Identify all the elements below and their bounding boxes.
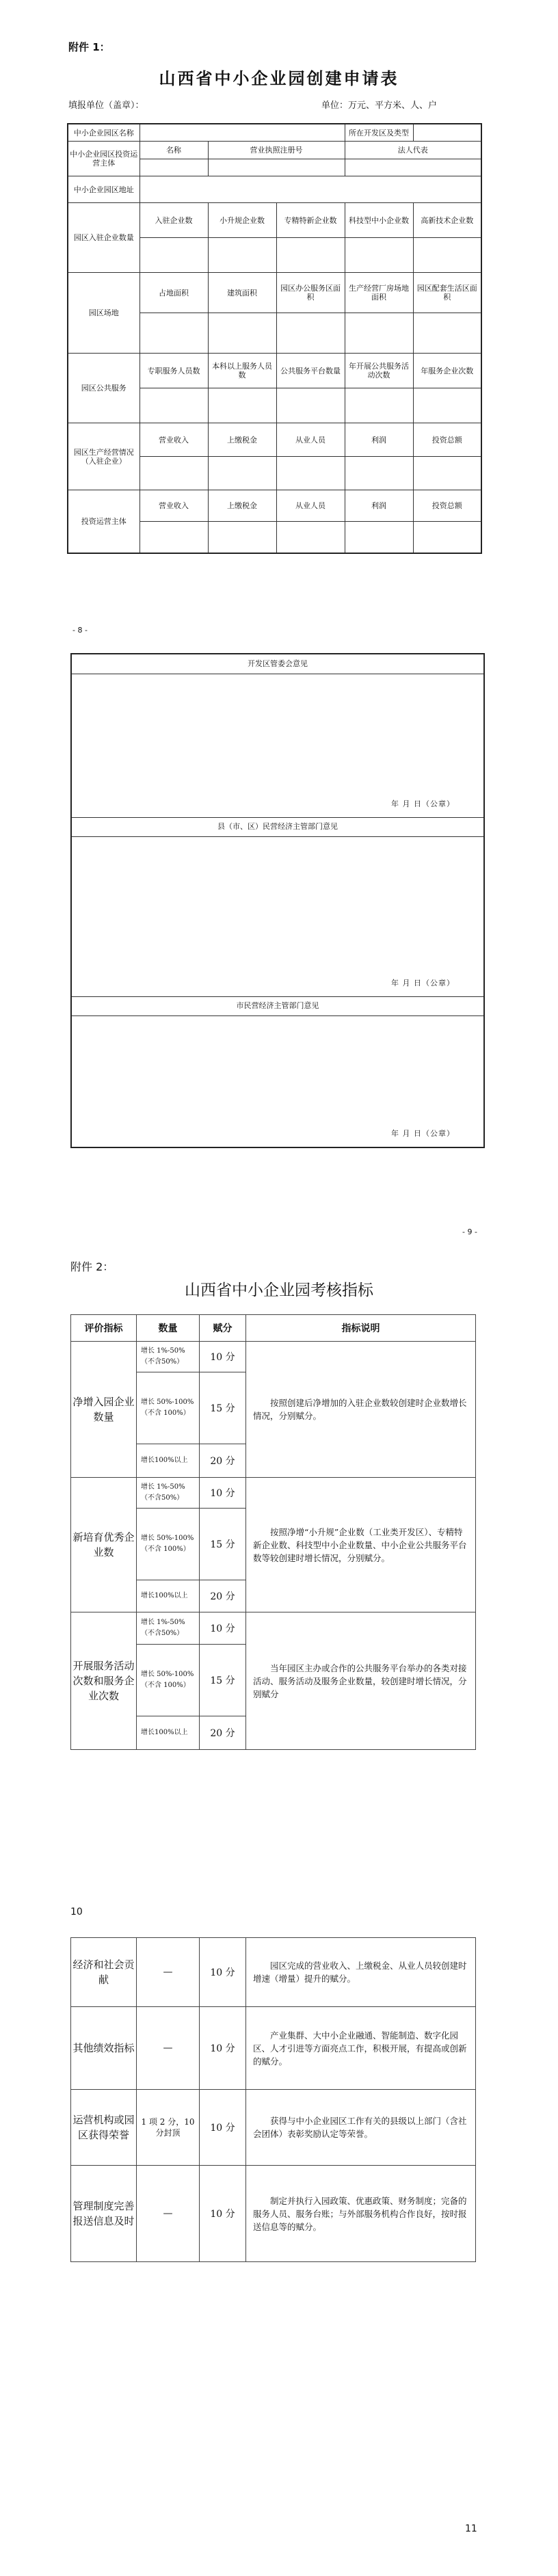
enterprise-col: 专精特新企业数 <box>276 203 345 238</box>
score-cell: 10 分 <box>200 1478 246 1509</box>
quantity-cell: 增长100%以上 <box>137 1716 200 1750</box>
fill-unit-label: 填报单位（盖章）： <box>68 101 144 111</box>
indicator-cell: 净增入园企业数量 <box>71 1342 137 1478</box>
quantity-cell: 增长 1%-50%（不含50%） <box>137 1612 200 1645</box>
investor-operation-col: 利润 <box>345 490 413 522</box>
header-indicator: 评价指标 <box>71 1315 137 1342</box>
investor-operation-input[interactable] <box>345 522 413 554</box>
application-form-title: 山西省中小企业园创建申请表 <box>159 68 399 88</box>
quantity-cell: 增长 1%-50%（不含50%） <box>137 1342 200 1372</box>
quantity-cell: 增长100%以上 <box>137 1444 200 1478</box>
score-cell: 20 分 <box>200 1444 246 1478</box>
indicator-cell: 管理制度完善报送信息及时 <box>71 2166 137 2262</box>
service-input[interactable] <box>345 388 413 423</box>
opinion-section-city <box>72 996 483 1147</box>
header-quantity: 数量 <box>137 1315 200 1342</box>
description-cell: 园区完成的营业收入、上缴税金、从业人员较创建时增速（增量）提升的赋分。 <box>246 1938 476 2007</box>
site-input[interactable] <box>208 313 276 354</box>
investor-operation-label: 投资运营主体 <box>68 490 140 554</box>
operation-col: 投资总额 <box>413 423 481 457</box>
application-table <box>67 123 482 554</box>
park-address-input[interactable] <box>140 176 481 203</box>
evaluation-title: 山西省中小企业园考核指标 <box>185 1282 373 1299</box>
investor-operation-input[interactable] <box>276 522 345 554</box>
opinion-table <box>70 653 485 1148</box>
description-cell: 获得与中小企业园区工作有关的县级以上部门（含社会团体）表彰奖励认定等荣誉。 <box>246 2090 476 2166</box>
service-input[interactable] <box>276 388 345 423</box>
score-cell: 15 分 <box>200 1509 246 1580</box>
service-input[interactable] <box>140 388 208 423</box>
score-cell: 20 分 <box>200 1580 246 1612</box>
enterprise-input[interactable] <box>345 238 413 273</box>
investor-col-license: 营业执照注册号 <box>208 142 345 159</box>
opinion-date-seal: 年 月 日（公章） <box>391 799 455 808</box>
description-cell: 当年园区主办或合作的公共服务平台举办的各类对接活动、服务活动及服务企业数量，较创建时增长情况，分别赋分 <box>246 1612 476 1750</box>
site-input[interactable] <box>413 313 481 354</box>
operation-input[interactable] <box>208 457 276 490</box>
service-col: 专职服务人员数 <box>140 354 208 388</box>
quantity-cell: — <box>137 2166 200 2262</box>
opinion-date-seal: 年 月 日（公章） <box>391 979 455 987</box>
investor-operation-col: 从业人员 <box>276 490 345 522</box>
quantity-cell: 增长 50%-100%（不含 100%） <box>137 1645 200 1716</box>
enterprise-input[interactable] <box>413 238 481 273</box>
investor-col-legal-rep: 法人代表 <box>345 142 481 159</box>
service-col: 年开展公共服务活动次数 <box>345 354 413 388</box>
indicator-cell: 经济和社会贡献 <box>71 1938 137 2007</box>
site-col: 建筑面积 <box>208 273 276 313</box>
indicator-cell: 其他绩效指标 <box>71 2007 137 2090</box>
description-cell: 按照净增“小升规”企业数（工业类开发区）、专精特新企业数、科技型中小企业数量、中小企业公共服务平台数等较创建时增长情况，分别赋分。 <box>246 1478 476 1612</box>
enterprise-count-label: 园区入驻企业数量 <box>68 203 140 273</box>
operation-col: 上缴税金 <box>208 423 276 457</box>
investor-col-name: 名称 <box>140 142 208 159</box>
score-cell: 15 分 <box>200 1645 246 1716</box>
park-name-label: 中小企业园区名称 <box>68 124 140 142</box>
opinion-heading: 县（市、区）民营经济主管部门意见 <box>72 817 483 837</box>
operation-input[interactable] <box>345 457 413 490</box>
service-input[interactable] <box>208 388 276 423</box>
public-service-label: 园区公共服务 <box>68 354 140 423</box>
investor-operation-input[interactable] <box>208 522 276 554</box>
score-cell: 10 分 <box>200 1612 246 1645</box>
attachment-2-label: 附件 2： <box>70 1260 114 1273</box>
opinion-heading: 市民营经济主管部门意见 <box>72 996 483 1016</box>
investor-name-input[interactable] <box>140 159 208 176</box>
enterprise-input[interactable] <box>276 238 345 273</box>
description-cell: 产业集群、大中小企业融通、智能制造、数字化园区、人才引进等方面亮点工作，积极开展，有提高或创新的赋分。 <box>246 2007 476 2090</box>
operation-input[interactable] <box>140 457 208 490</box>
investor-operation-col: 投资总额 <box>413 490 481 522</box>
quantity-cell: 增长 1%-50%（不含50%） <box>137 1478 200 1509</box>
indicator-cell: 新培育优秀企业数 <box>71 1478 137 1612</box>
enterprise-col: 入驻企业数 <box>140 203 208 238</box>
site-input[interactable] <box>276 313 345 354</box>
site-label: 园区场地 <box>68 273 140 354</box>
site-input[interactable] <box>140 313 208 354</box>
header-description: 指标说明 <box>246 1315 476 1342</box>
operation-col: 营业收入 <box>140 423 208 457</box>
description-cell: 按照创建后净增加的入驻企业数较创建时企业数增长情况，分别赋分。 <box>246 1342 476 1478</box>
quantity-cell: 增长 50%-100%（不含 100%） <box>137 1372 200 1444</box>
operation-input[interactable] <box>276 457 345 490</box>
score-cell: 15 分 <box>200 1372 246 1444</box>
investor-legal-rep-input[interactable] <box>345 159 481 176</box>
score-cell: 10 分 <box>200 1342 246 1372</box>
site-input[interactable] <box>345 313 413 354</box>
enterprise-input[interactable] <box>140 238 208 273</box>
page-number-9: - 9 - <box>462 1227 477 1236</box>
service-col: 公共服务平台数量 <box>276 354 345 388</box>
description-cell: 制定并执行入园政策、优惠政策、财务制度；完备的服务人员、服务台账；与外部服务机构合作良好，按时报送信息等的赋分。 <box>246 2166 476 2262</box>
investor-operation-input[interactable] <box>140 522 208 554</box>
service-col: 本科以上服务人员数 <box>208 354 276 388</box>
investor-label: 中小企业园区投资运营主体 <box>68 142 140 176</box>
site-col: 园区配套生活区面积 <box>413 273 481 313</box>
park-address-label: 中小企业园区地址 <box>68 176 140 203</box>
zone-type-label: 所在开发区及类型 <box>345 124 413 142</box>
operation-col: 利润 <box>345 423 413 457</box>
quantity-cell: — <box>137 1938 200 2007</box>
header-score: 赋分 <box>200 1315 246 1342</box>
unit-note: 单位：万元、平方米、人、户 <box>321 101 438 111</box>
site-col: 园区办公服务区面积 <box>276 273 345 313</box>
site-col: 占地面积 <box>140 273 208 313</box>
evaluation-table <box>70 1314 476 1750</box>
investor-license-input[interactable] <box>208 159 345 176</box>
operation-label: 园区生产经营情况（入驻企业） <box>68 423 140 490</box>
opinion-heading: 开发区管委会意见 <box>72 654 483 674</box>
investor-operation-col: 上缴税金 <box>208 490 276 522</box>
service-input[interactable] <box>413 388 481 423</box>
quantity-cell: — <box>137 2007 200 2090</box>
attachment-1-label: 附件 1： <box>68 41 110 53</box>
page-number-11: 11 <box>465 2523 477 2534</box>
enterprise-input[interactable] <box>208 238 276 273</box>
quantity-cell: 增长100%以上 <box>137 1580 200 1612</box>
quantity-cell: 增长 50%-100%（不含 100%） <box>137 1509 200 1580</box>
score-cell: 10 分 <box>200 2090 246 2166</box>
opinion-section-dev-zone <box>72 654 483 818</box>
evaluation-table-continued <box>70 1937 476 2262</box>
quantity-cell: 1 项 2 分，10 分封顶 <box>137 2090 200 2166</box>
operation-col: 从业人员 <box>276 423 345 457</box>
investor-operation-input[interactable] <box>413 522 481 554</box>
opinion-section-county <box>72 817 483 997</box>
enterprise-col: 高新技术企业数 <box>413 203 481 238</box>
service-col: 年服务企业次数 <box>413 354 481 388</box>
indicator-cell: 开展服务活动次数和服务企业次数 <box>71 1612 137 1750</box>
score-cell: 10 分 <box>200 2007 246 2090</box>
indicator-cell: 运营机构或园区获得荣誉 <box>71 2090 137 2166</box>
operation-input[interactable] <box>413 457 481 490</box>
enterprise-col: 科技型中小企业数 <box>345 203 413 238</box>
investor-operation-col: 营业收入 <box>140 490 208 522</box>
score-cell: 10 分 <box>200 1938 246 2007</box>
score-cell: 20 分 <box>200 1716 246 1750</box>
page-number-8: - 8 - <box>72 626 88 635</box>
enterprise-col: 小升规企业数 <box>208 203 276 238</box>
zone-type-input[interactable] <box>413 124 481 142</box>
opinion-date-seal: 年 月 日（公章） <box>391 1129 455 1138</box>
score-cell: 10 分 <box>200 2166 246 2262</box>
park-name-input[interactable] <box>140 124 345 142</box>
site-col: 生产经营厂房场地面积 <box>345 273 413 313</box>
page-number-10: 10 <box>70 1907 83 1917</box>
